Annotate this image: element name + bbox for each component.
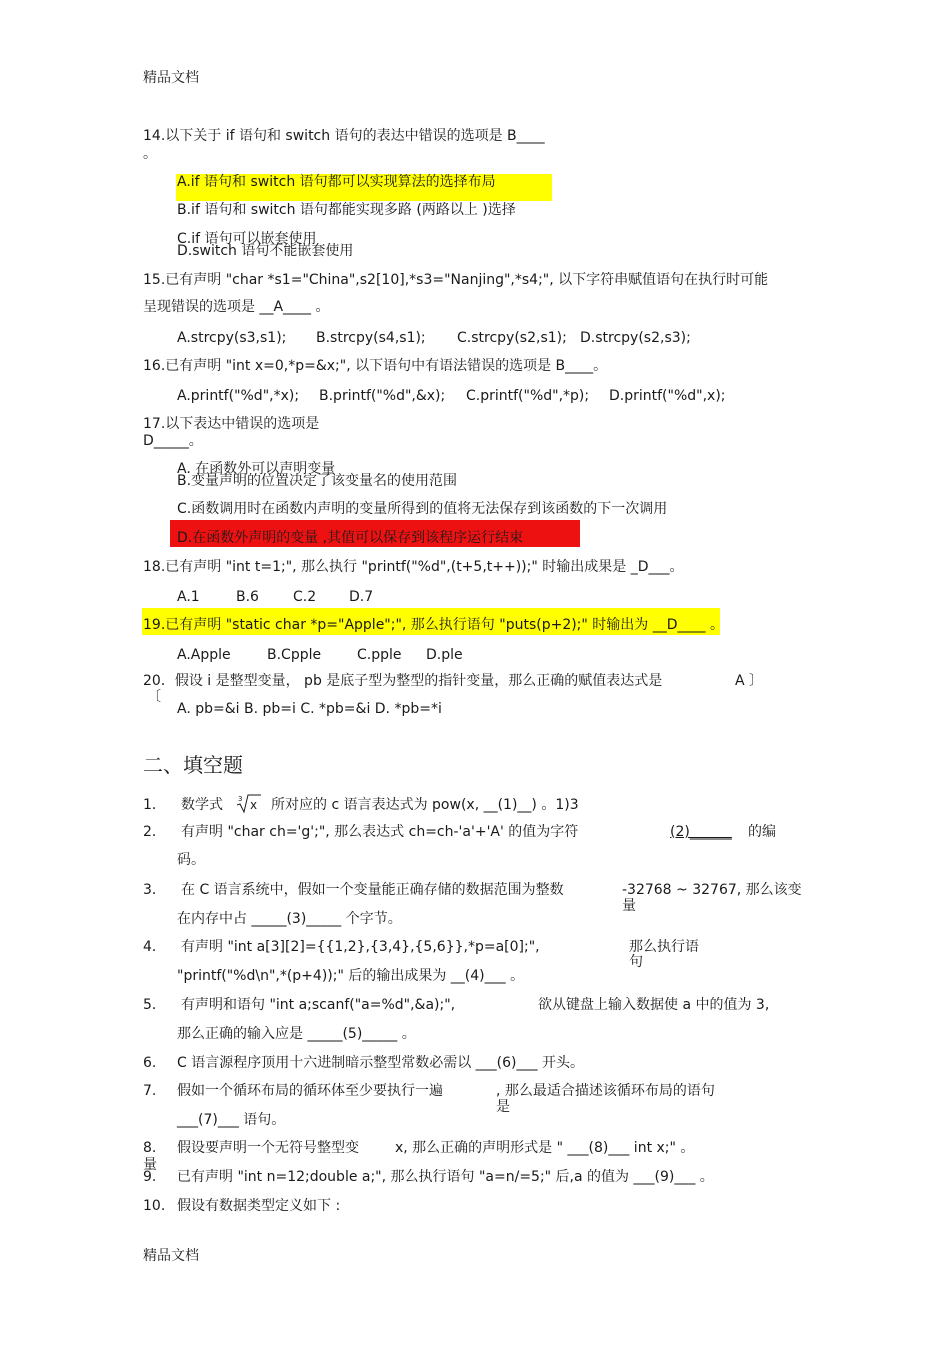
page-footer: 精品文档 [143,1248,199,1264]
f10-text-a: 假设有数据类型定义如下 : [177,1198,341,1214]
f1-number: 1． [143,797,166,813]
radical-variable: x [250,798,258,812]
f8-text-a: 假设要声明一个无符号整型变 [177,1140,359,1156]
f3-text-a: 在 C 语言系统中，假如一个变量能正确存储的数据范围为整数 [181,882,564,898]
f8-number: 8. [143,1140,157,1156]
q14-option-b: B.if 语句和 switch 语句都能实现多路 (两路以上 )选择 [177,202,516,218]
q15-option-d: D.strcpy(s2,s3); [580,330,691,346]
f3-text-b2: 量 [622,898,636,914]
q16-option-c: C.printf("%d",*p); [466,388,590,404]
q19-option-d: D.ple [426,647,463,663]
f4-text-cont: "printf("%d\n",*(p+4));" 后的输出成果为 __(4)___ 。 [177,968,525,984]
f7-text-cont: ___(7)___ 语句。 [177,1112,286,1128]
q20-options: A. pb=&i B. pb=i C. *pb=&i D. *pb=*i [177,701,442,717]
q20-stem: 20．假设 i 是整型变量， pb 是底子型为整型的指针变量，那么正确的赋值表达式是 [143,673,663,689]
q19-option-b: B.Cpple [267,647,322,663]
f9-text-a: 已有声明 "int n=12;double a;", 那么执行语句 "a=n/=5;" 后,a 的值为 ___(9)___ 。 [177,1169,714,1185]
q14-option-c: C.if 语句可以嵌套使用 [177,231,317,247]
q16-option-b: B.printf("%d",&x); [319,388,446,404]
q20-answer: A 〕 [735,673,764,689]
f2-text-a: 有声明 "char ch='g';", 那么表达式 ch=ch-'a'+'A' 的值为字符 [181,824,579,840]
q20-bracket: 〔 [147,689,161,705]
q14-stem-cont: 。 [143,146,157,162]
q15-option-b: B.strcpy(s4,s1); [316,330,426,346]
f6-number: 6. [143,1055,157,1071]
f4-number: 4． [143,939,166,955]
q15-stem-cont: 呈现错误的选项是 __A____ 。 [143,299,330,315]
f4-text-b2: 句 [629,954,643,970]
f8-number-cont: 量 [143,1157,157,1173]
f9-number: 9. [143,1169,157,1185]
f1-text-b: 所对应的 c 语言表达式为 pow(x, __(1)__) 。1)3 [271,797,579,813]
q19-option-c: C.pple [357,647,402,663]
f4-text-a: 有声明 "int a[3][2]={{1,2},{3,4},{5,6}},*p=a[0];", [181,939,540,955]
q18-option-d: D.7 [349,589,374,605]
f10-number: 10. [143,1198,166,1214]
q18-option-b: B.6 [236,589,259,605]
page-header: 精品文档 [143,70,199,86]
f7-text-b: , 那么最适合描述该循环布局的语句 [496,1083,715,1099]
q14-option-a: A.if 语句和 switch 语句都可以实现算法的选择布局 [177,174,496,190]
q18-option-a: A.1 [177,589,200,605]
f6-text-a: C 语言源程序顶用十六进制暗示整型常数必需以 ___(6)___ 开头。 [177,1055,584,1071]
q18-stem: 18.已有声明 "int t=1;", 那么执行 "printf("%d",(t+5,t++));" 时输出成果是 _D___。 [143,559,684,575]
q17-option-b: B.变量声明的位置决定了该变量名的使用范围 [177,473,458,489]
q14-option-d: D.switch 语句不能嵌套使用 [177,243,354,259]
q14-stem: 14.以下关于 if 语句和 switch 语句的表达中错误的选项是 B____ [143,128,545,144]
f2-text-c: 的编 [748,824,776,840]
q17-option-d: D.在函数外声明的变量 ,其值可以保存到该程序运行结束 [177,530,524,546]
f2-text-cont: 码。 [177,852,205,868]
q17-stem-cont: D_____。 [143,433,203,449]
q19-stem: 19.已有声明 "static char *p="Apple";", 那么执行语句 "puts(p+2);" 时输出为 __D____ 。 [143,617,724,633]
f5-text-b: 欲从键盘上输入数据使 a 中的值为 3, [538,997,770,1013]
q15-stem: 15.已有声明 "char *s1="China",s2[10],*s3="Nanjing",*s4;", 以下字符串赋值语句在执行时可能 [143,272,769,288]
f5-text-cont: 那么正确的输入应是 _____(5)_____ 。 [177,1026,416,1042]
f7-text-a: 假如一个循环布局的循环体至少要执行一遍 [177,1083,443,1099]
q16-option-a: A.printf("%d",*x); [177,388,300,404]
q18-option-c: C.2 [293,589,317,605]
f5-text-a: 有声明和语句 "int a;scanf("a=%d",&a);", [181,997,456,1013]
q19-option-a: A.Apple [177,647,231,663]
q17-option-a: A. 在函数外可以声明变量 [177,461,336,477]
q17-stem: 17.以下表达中错误的选项是 [143,416,320,432]
f7-number: 7. [143,1083,157,1099]
f7-text-b2: 是 [496,1099,510,1115]
f4-text-b: 那么执行语 [629,939,699,955]
f1-text-a: 数学式 [181,797,223,813]
section-title-fill-in: 二、填空题 [143,753,243,777]
radical-index: 3 [238,795,243,803]
q16-option-d: D.printf("%d",x); [609,388,726,404]
q15-option-a: A.strcpy(s3,s1); [177,330,287,346]
f8-text-b: x, 那么正确的声明形式是 " ___(8)___ int x;" 。 [395,1140,695,1156]
f3-text-b: -32768 ~ 32767, 那么该变 [622,882,802,898]
cube-root-radical-icon [236,793,262,813]
q17-option-c: C.函数调用时在函数内声明的变量所得到的值将无法保存到该函数的下一次调用 [177,501,668,517]
f3-number: 3． [143,882,166,898]
f3-text-cont: 在内存中占 _____(3)_____ 个字节。 [177,911,402,927]
q16-stem: 16.已有声明 "int x=0,*p=&x;", 以下语句中有语法错误的选项是 B____。 [143,358,608,374]
f5-number: 5． [143,997,166,1013]
q15-option-c: C.strcpy(s2,s1); [457,330,567,346]
f2-blank: (2)______ [670,824,732,840]
f2-number: 2． [143,824,166,840]
